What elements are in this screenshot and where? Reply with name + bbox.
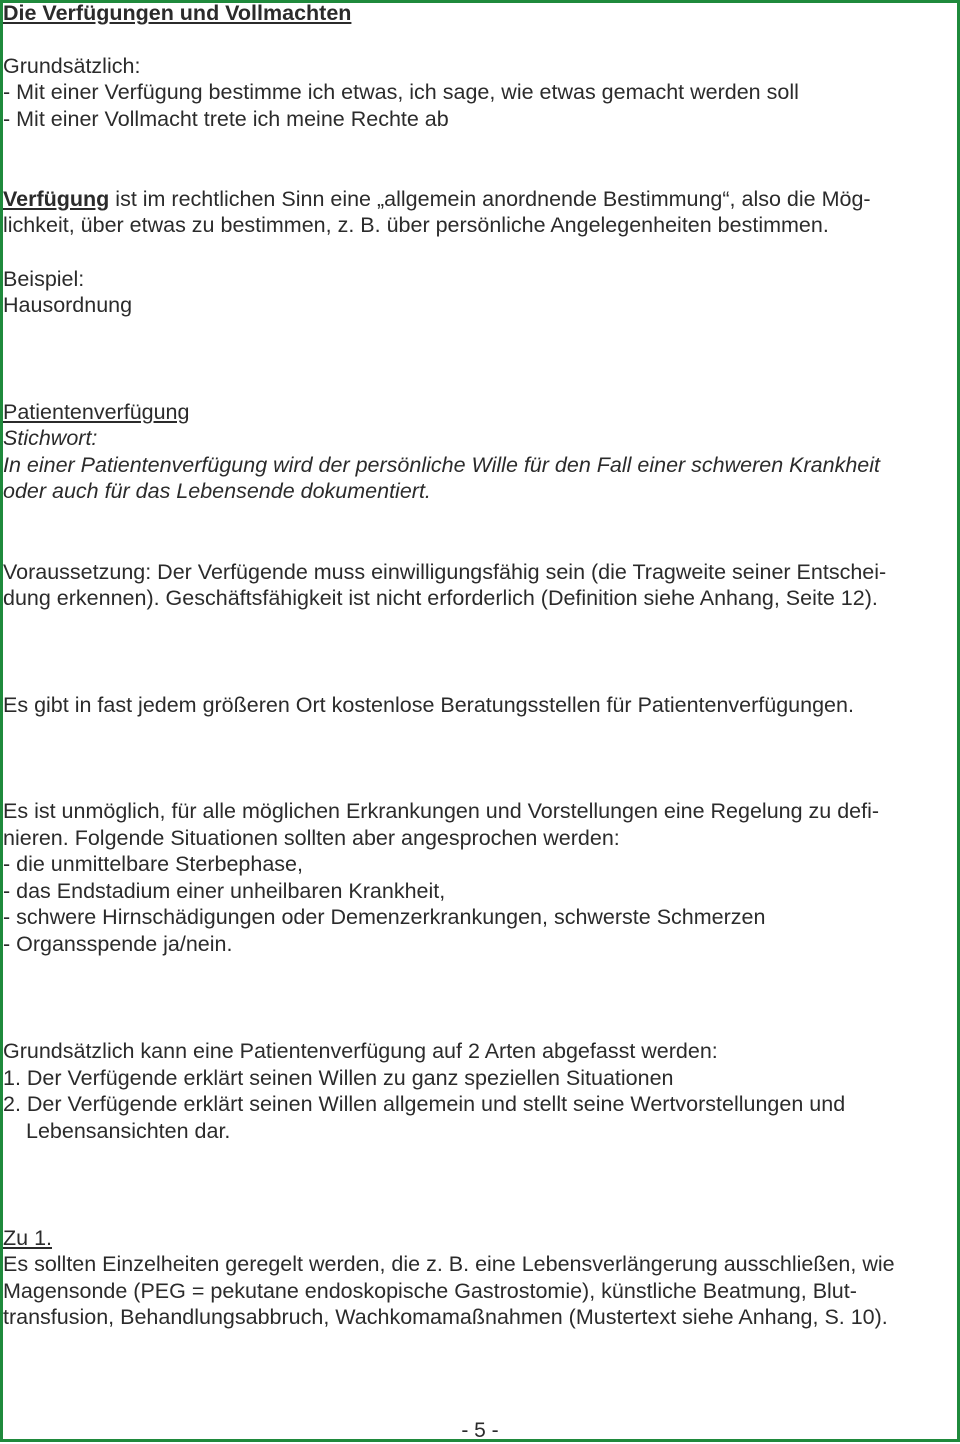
situation-item-3: - schwere Hirnschädigungen oder Demenzerkrankungen, schwerste Schmerzen xyxy=(3,905,766,929)
situation-item-2: - das Endstadium einer unheilbaren Krankheit, xyxy=(3,879,446,903)
verfuegung-term: Verfügung xyxy=(3,187,110,211)
stichwort-line-2: oder auch für das Lebensende dokumentiert. xyxy=(3,479,431,503)
grundsaetzlich-heading: Grundsätzlich: xyxy=(3,54,141,78)
beispiel-value: Hausordnung xyxy=(3,293,133,317)
zu1-line-1: Es sollten Einzelheiten geregelt werden, die z. B. eine Lebensverlängerung ausschließen, wie xyxy=(3,1252,895,1276)
stichwort-line-1: In einer Patientenverfügung wird der persönliche Wille für den Fall einer schweren Krankheit xyxy=(3,453,880,477)
arten-item-1: 1. Der Verfügende erklärt seinen Willen zu ganz speziellen Situationen xyxy=(3,1066,674,1090)
zu1-heading: Zu 1. xyxy=(3,1226,52,1250)
situation-item-1: - die unmittelbare Sterbephase, xyxy=(3,852,303,876)
verfuegung-definition-text: ist im rechtlichen Sinn eine „allgemein anordnende Bestimmung“, also die Mög- xyxy=(109,187,871,211)
situationen-intro-line-2: nieren. Folgende Situationen sollten aber angesprochen werden: xyxy=(3,826,620,850)
voraussetzung-line-1: Voraussetzung: Der Verfügende muss einwilligungsfähig sein (die Tragweite seiner Entschei- xyxy=(3,560,887,584)
arten-item-2-line-2: Lebensansichten dar. xyxy=(26,1119,231,1143)
voraussetzung-line-2: dung erkennen). Geschäftsfähigkeit ist nicht erforderlich (Definition siehe Anhang, Seite 12). xyxy=(3,586,878,610)
verfuegung-definition-line-2: lichkeit, über etwas zu bestimmen, z. B. über persönliche Angelegenheiten bestimmen. xyxy=(3,213,829,237)
beispiel-label: Beispiel: xyxy=(3,267,85,291)
verfuegung-definition-line-1 xyxy=(3,186,871,212)
zu1-line-3: transfusion, Behandlungsabbruch, Wachkomamaßnahmen (Mustertext siehe Anhang, S. 10). xyxy=(3,1305,888,1329)
situation-item-4: - Organsspende ja/nein. xyxy=(3,932,233,956)
page-number: - 5 - xyxy=(461,1419,499,1442)
zu1-line-2: Magensonde (PEG = pekutane endoskopische Gastrostomie), künstliche Beatmung, Blut- xyxy=(3,1279,857,1303)
patientenverfuegung-heading: Patientenverfügung xyxy=(3,400,190,424)
beratung-text: Es gibt in fast jedem größeren Ort kostenlose Beratungsstellen für Patientenverfügungen. xyxy=(3,693,854,717)
arten-intro: Grundsätzlich kann eine Patientenverfügung auf 2 Arten abgefasst werden: xyxy=(3,1039,718,1063)
stichwort-label: Stichwort: xyxy=(3,426,98,450)
situationen-intro-line-1: Es ist unmöglich, für alle möglichen Erkrankungen und Vorstellungen eine Regelung zu defi- xyxy=(3,799,880,823)
arten-item-2-line-1: 2. Der Verfügende erklärt seinen Willen allgemein und stellt seine Wertvorstellungen und xyxy=(3,1092,846,1116)
grundsaetzlich-item-1: - Mit einer Verfügung bestimme ich etwas, ich sage, wie etwas gemacht werden soll xyxy=(3,80,799,104)
grundsaetzlich-item-2: - Mit einer Vollmacht trete ich meine Rechte ab xyxy=(3,107,449,131)
page-title: Die Verfügungen und Vollmachten xyxy=(3,1,352,25)
